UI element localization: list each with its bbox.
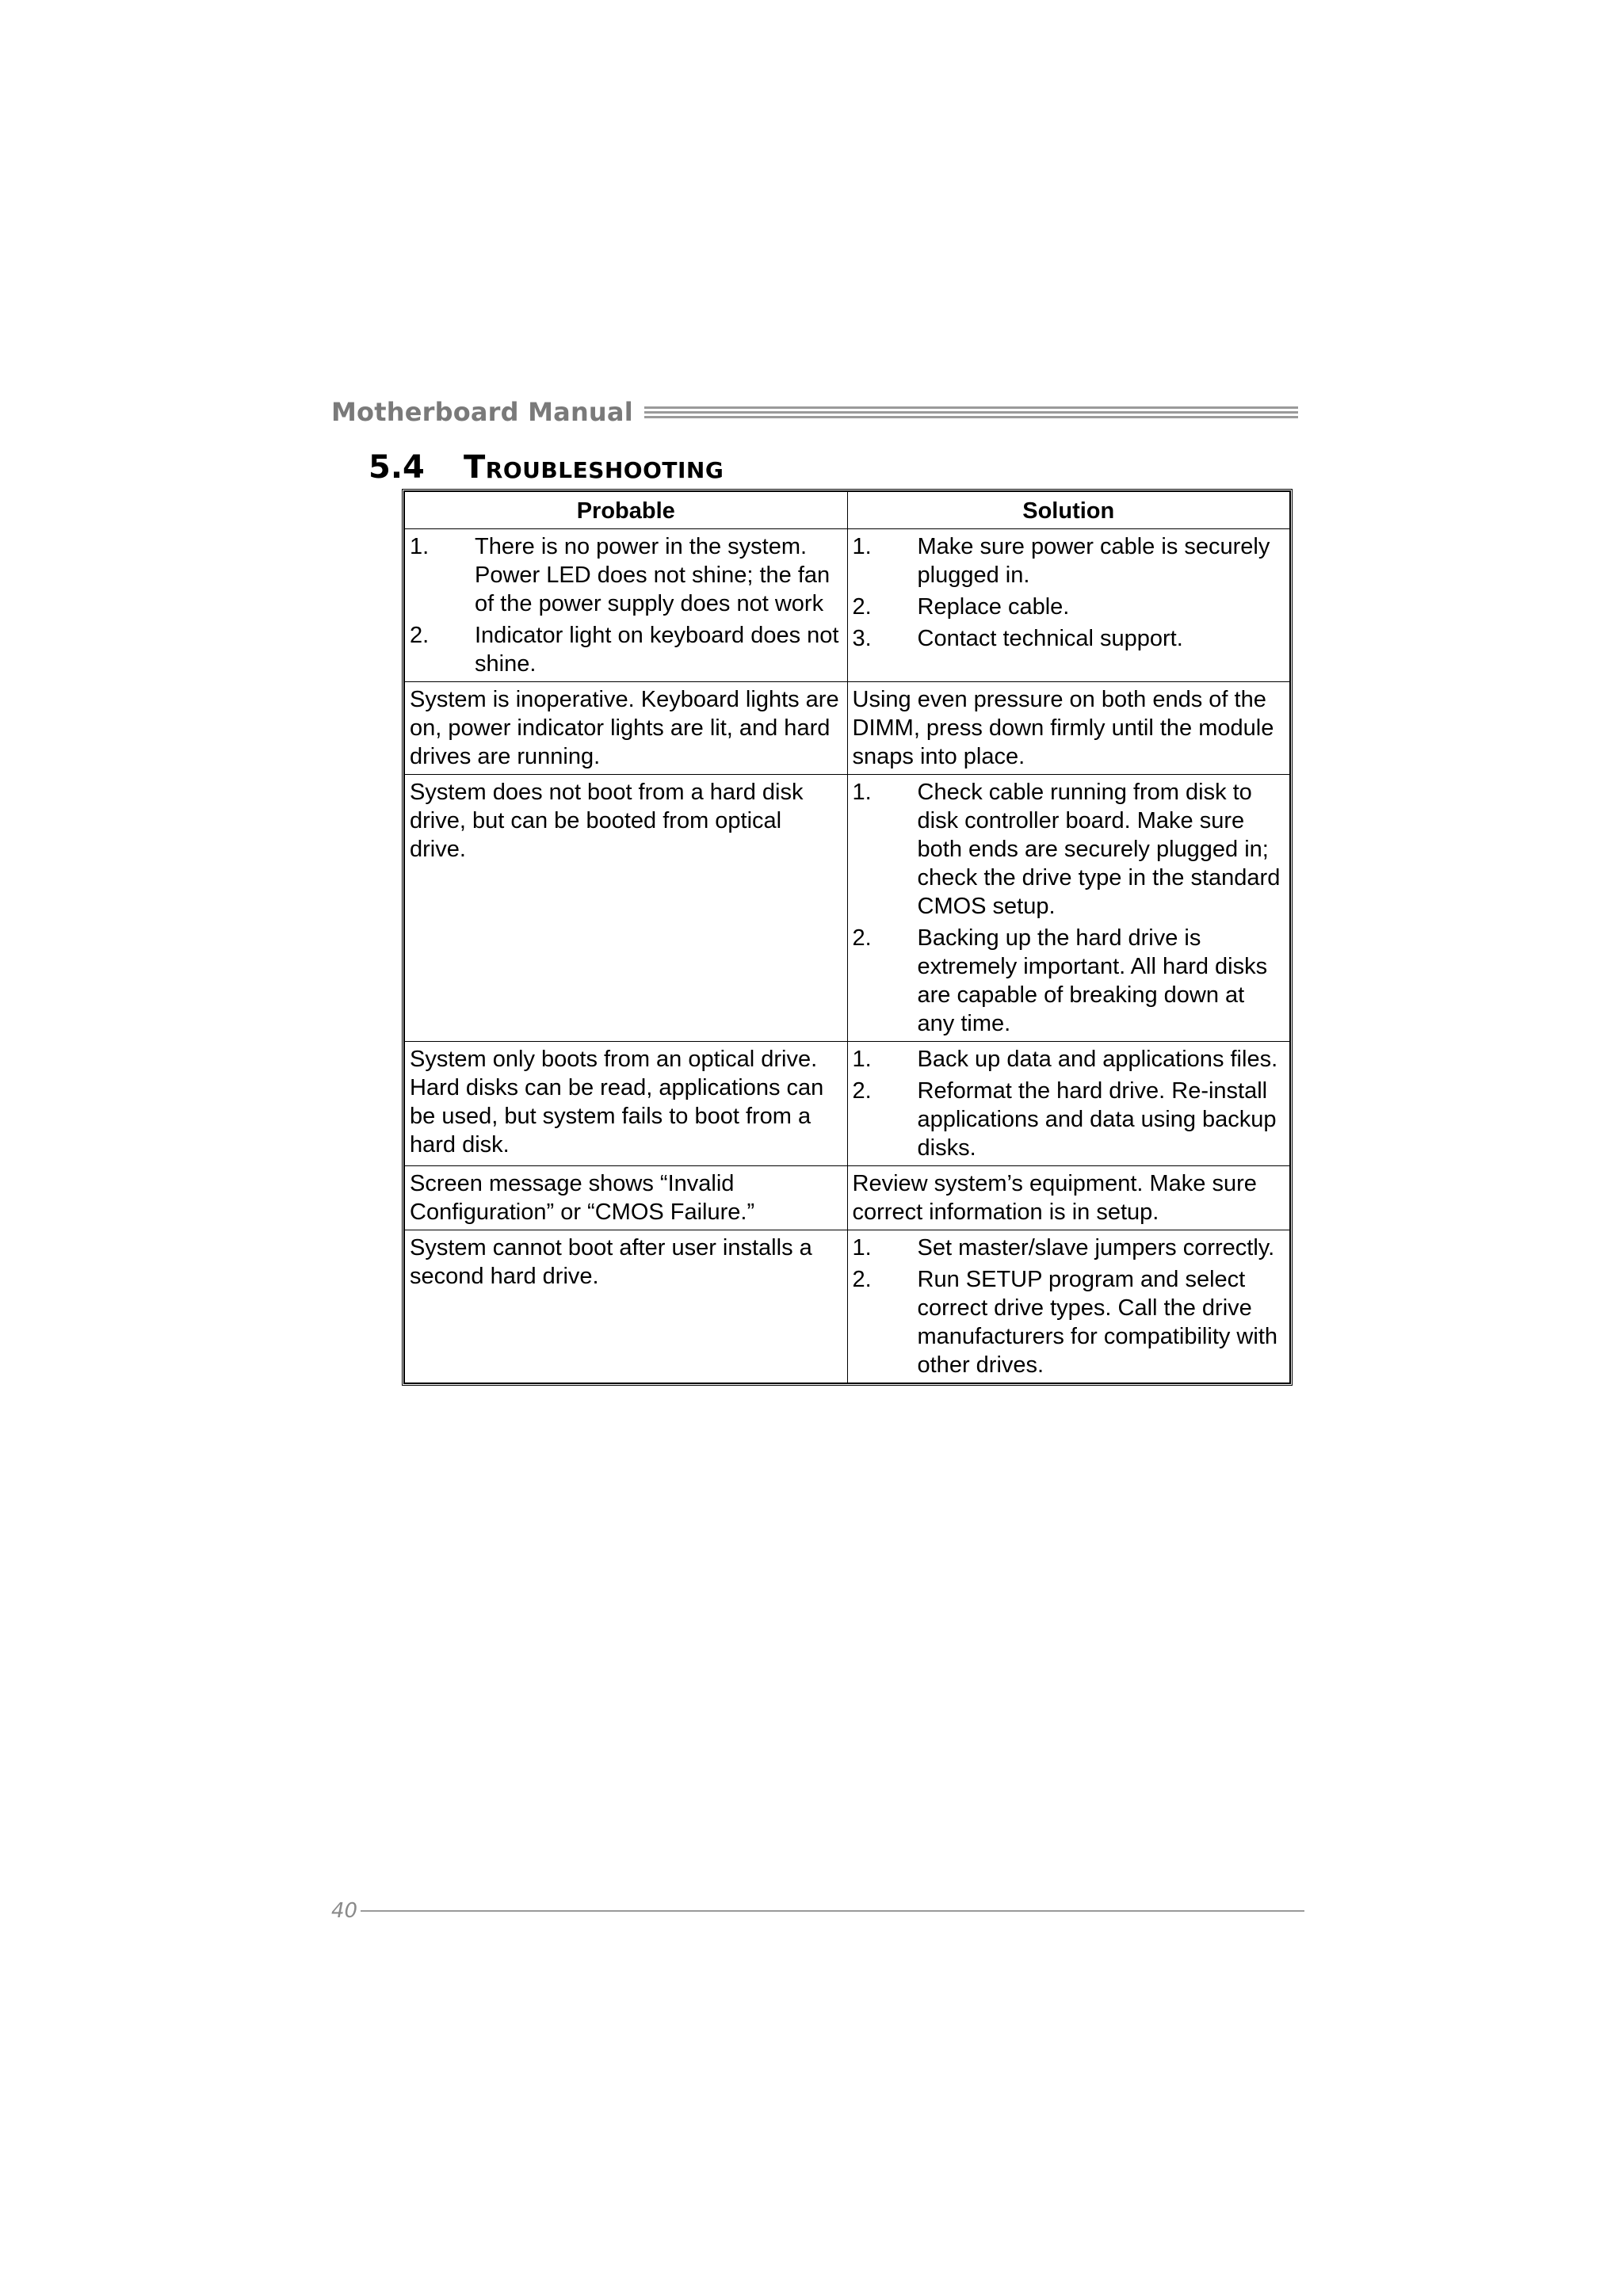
page-number: 40 (331, 1899, 358, 1923)
table-row (405, 1230, 1290, 1383)
list-item: 2. Reformat the hard drive. Re-install applications and data using backup disks. (852, 1078, 1277, 1161)
list-item: 1. Set master/slave jumpers correctly. (852, 1235, 1275, 1261)
probable-cell (405, 529, 848, 682)
section-heading (369, 449, 724, 490)
column-header-solution: Solution (847, 492, 1290, 529)
probable-cell: System does not boot from a hard disk drive, but can be booted from optical drive. (405, 775, 848, 1042)
solution-cell: Review system’s equipment. Make sure correct information is in setup. (847, 1166, 1290, 1230)
table-row (405, 1166, 1290, 1230)
section-title: Troubleshooting (464, 449, 724, 486)
list-item: 1. Make sure power cable is securely plugged in. (852, 534, 1270, 588)
probable-cell: Screen message shows “Invalid Configuration” or “CMOS Failure.” (405, 1166, 848, 1230)
page-header (331, 393, 1298, 431)
troubleshooting-table-frame (402, 489, 1293, 1386)
troubleshooting-table (404, 491, 1290, 1383)
probable-cell: System only boots from an optical drive. Hard disks can be read, applications can be used, but system fails to boot from a hard disk. (405, 1042, 848, 1166)
table-row (405, 682, 1290, 775)
list-item: 2. Replace cable. (852, 594, 1070, 620)
solution-cell (847, 529, 1290, 682)
list-item: 3. Contact technical support. (852, 626, 1183, 651)
solution-cell (847, 1230, 1290, 1383)
list-item: 1. Check cable running from disk to disk controller board. Make sure both ends are securely plugged in; check the drive type in the standard CMOS setup. (852, 780, 1281, 919)
probable-cell: System cannot boot after user installs a second hard drive. (405, 1230, 848, 1383)
probable-cell: System is inoperative. Keyboard lights are on, power indicator lights are lit, and hard drives are running. (405, 682, 848, 775)
list-item: 1. Back up data and applications files. (852, 1047, 1278, 1072)
list-item: 2. Backing up the hard drive is extremely important. All hard disks are capable of breaking down at any time. (852, 925, 1268, 1036)
table-row (405, 1042, 1290, 1166)
solution-cell (847, 775, 1290, 1042)
footer-rule (361, 1910, 1304, 1912)
header-rule (644, 406, 1298, 418)
table-row (405, 775, 1290, 1042)
table-row (405, 529, 1290, 682)
list-item: 2. Indicator light on keyboard does not shine. (410, 623, 839, 677)
section-number: 5.4 (369, 449, 425, 486)
page-footer (331, 1895, 1304, 1927)
table-header-row (405, 492, 1290, 529)
solution-cell (847, 1042, 1290, 1166)
list-item: 1. There is no power in the system. Power LED does not shine; the fan of the power supply does not work (410, 534, 831, 616)
manual-title: Motherboard Manual (331, 397, 633, 427)
solution-cell: Using even pressure on both ends of the DIMM, press down firmly until the module snaps into place. (847, 682, 1290, 775)
list-item: 2. Run SETUP program and select correct drive types. Call the drive manufacturers for compatibility with other drives. (852, 1267, 1277, 1378)
column-header-probable: Probable (405, 492, 848, 529)
